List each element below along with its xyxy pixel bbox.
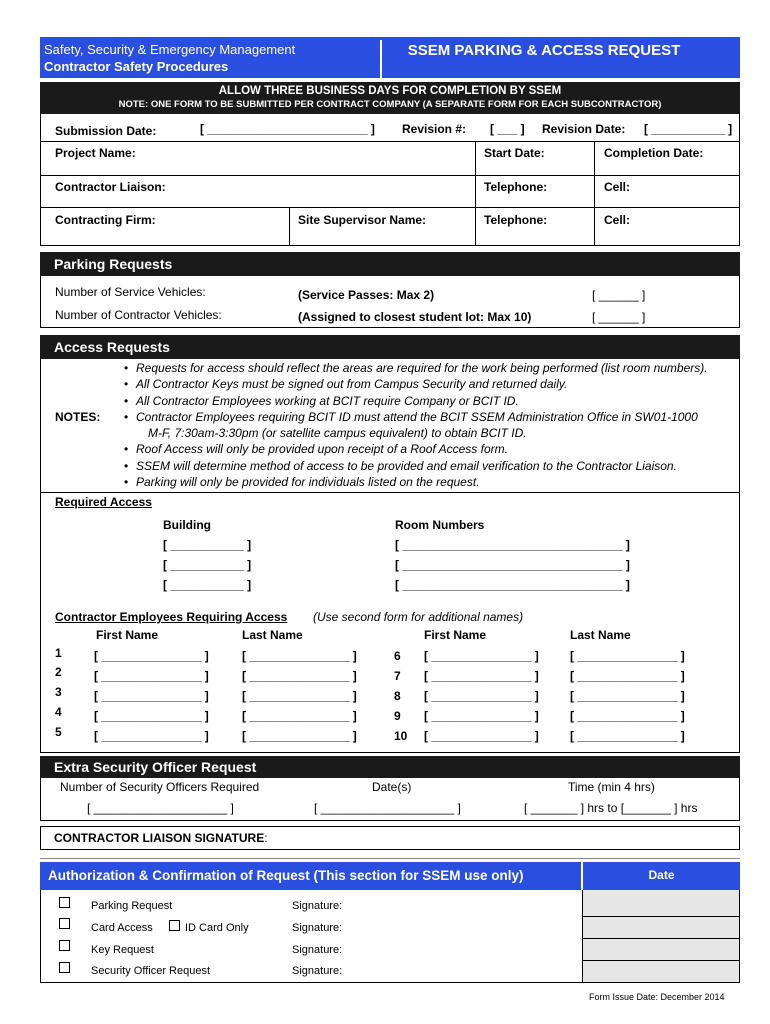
submission-date-field[interactable]: [ ________________________ ] — [200, 122, 375, 136]
row-number: 3 — [55, 685, 62, 699]
first-name-header-left: First Name — [96, 628, 159, 642]
note-item-cont: M-F, 7:30am-3:30pm (or satellite campus equivalent) to obtain BCIT ID. — [148, 426, 527, 441]
service-vehicles-note: (Service Passes: Max 2) — [298, 288, 435, 302]
first-name-field[interactable]: [ _______________ ] — [424, 729, 539, 743]
first-name-field[interactable]: [ _______________ ] — [94, 649, 209, 663]
notes-list — [124, 360, 739, 490]
first-name-field[interactable]: [ _______________ ] — [424, 689, 539, 703]
signature-field[interactable] — [290, 828, 735, 848]
contractor-vehicles-label: Number of Contractor Vehicles: — [55, 308, 222, 322]
info-vline-supervisor — [289, 207, 290, 246]
room-field[interactable]: [ _________________________________ ] — [395, 578, 630, 592]
id-card-only-label: ID Card Only — [185, 922, 249, 934]
note-item: • Roof Access will only be provided upon receipt of a Roof Access form. — [124, 441, 739, 457]
last-name-header-right: Last Name — [570, 628, 631, 642]
first-name-header-right: First Name — [424, 628, 487, 642]
auth-row-line — [583, 916, 740, 917]
signature-label-text: CONTRACTOR LIAISON SIGNATURE — [54, 831, 265, 845]
required-access-label: Required Access — [55, 495, 152, 509]
first-name-field[interactable]: [ _______________ ] — [424, 709, 539, 723]
banner-line1: ALLOW THREE BUSINESS DAYS FOR COMPLETION BY SSEM — [218, 85, 562, 97]
telephone-label-2: Telephone: — [484, 213, 548, 227]
last-name-field[interactable]: [ _______________ ] — [242, 649, 357, 663]
time-label: Time (min 4 hrs) — [568, 780, 655, 794]
last-name-field[interactable]: [ _______________ ] — [242, 729, 357, 743]
site-supervisor-label: Site Supervisor Name: — [298, 213, 427, 227]
last-name-header-left: Last Name — [242, 628, 303, 642]
security-officer-label: Security Officer Request — [91, 965, 211, 977]
id-card-only-checkbox[interactable] — [169, 920, 180, 931]
cell-label-1: Cell: — [604, 180, 631, 194]
auth-top-line — [40, 858, 740, 859]
access-heading: Access Requests — [40, 335, 740, 359]
dept-subtitle: Contractor Safety Procedures — [44, 59, 229, 74]
service-vehicles-label: Number of Service Vehicles: — [55, 285, 206, 299]
note-item: • All Contractor Keys must be signed out from Campus Security and returned daily. — [124, 376, 739, 392]
revision-number-label: Revision #: — [402, 122, 467, 136]
building-header: Building — [163, 518, 211, 532]
revision-date-field[interactable]: [ ___________ ] — [644, 122, 733, 136]
row-number: 1 — [55, 646, 62, 660]
info-divider-3 — [40, 207, 740, 208]
first-name-field[interactable]: [ _______________ ] — [424, 669, 539, 683]
room-field[interactable]: [ _________________________________ ] — [395, 538, 630, 552]
dates-field[interactable]: [ ____________________ ] — [314, 801, 461, 815]
card-access-checkbox[interactable] — [59, 918, 70, 929]
row-number: 4 — [55, 705, 62, 719]
auth-heading: Authorization & Confirmation of Request (This section for SSEM use only) — [40, 862, 581, 890]
auth-row-line — [583, 960, 740, 961]
note-item: • SSEM will determine method of access to be provided and email verification to the Contractor Liaison. — [124, 458, 739, 474]
officers-required-label: Number of Security Officers Required — [60, 780, 260, 794]
last-name-field[interactable]: [ _______________ ] — [570, 729, 685, 743]
building-field[interactable]: [ ___________ ] — [163, 578, 252, 592]
time-field[interactable]: [ _______ ] hrs to [_______ ] hrs — [524, 801, 698, 815]
building-field[interactable]: [ ___________ ] — [163, 558, 252, 572]
contractor-vehicles-field[interactable]: [ ______ ] — [592, 310, 646, 324]
key-request-label: Key Request — [91, 944, 154, 956]
first-name-field[interactable]: [ _______________ ] — [94, 709, 209, 723]
security-officer-signature: Signature: — [292, 965, 343, 977]
notes-label: NOTES: — [55, 410, 101, 424]
dates-label: Date(s) — [372, 780, 412, 794]
auth-date-column — [583, 890, 739, 982]
row-number: 2 — [55, 665, 62, 679]
first-name-field[interactable]: [ _______________ ] — [424, 649, 539, 663]
contractor-vehicles-note: (Assigned to closest student lot: Max 10) — [298, 310, 532, 324]
note-item: • Parking will only be provided for individuals listed on the request. — [124, 474, 739, 490]
auth-vline — [582, 890, 583, 983]
room-field[interactable]: [ _________________________________ ] — [395, 558, 630, 572]
room-numbers-header: Room Numbers — [395, 518, 485, 532]
row-number: 8 — [394, 689, 401, 703]
signature-label — [54, 831, 268, 845]
note-item-text: Contractor Employees requiring BCIT ID must attend the BCIT SSEM Administration Office in SW01-1000 — [136, 409, 698, 424]
officer-heading: Extra Security Officer Request — [40, 756, 740, 778]
last-name-field[interactable]: [ _______________ ] — [242, 709, 357, 723]
parking-request-checkbox[interactable] — [59, 897, 70, 908]
employees-heading: Contractor Employees Requiring Access — [55, 610, 288, 624]
auth-date-header: Date — [583, 862, 740, 890]
employees-note: (Use second form for additional names) — [313, 610, 524, 624]
note-item: • Requests for access should reflect the areas are required for the work being performed (list room numbers). — [124, 360, 739, 376]
row-number: 6 — [394, 649, 401, 663]
last-name-field[interactable]: [ _______________ ] — [570, 649, 685, 663]
security-officer-checkbox[interactable] — [59, 962, 70, 973]
officers-required-field[interactable]: [ ____________________ ] — [87, 801, 234, 815]
telephone-label-1: Telephone: — [484, 180, 548, 194]
card-access-signature: Signature: — [292, 922, 343, 934]
last-name-field[interactable]: [ _______________ ] — [570, 709, 685, 723]
first-name-field[interactable]: [ _______________ ] — [94, 689, 209, 703]
submission-date-label: Submission Date: — [55, 124, 157, 138]
service-vehicles-field[interactable]: [ ______ ] — [592, 288, 646, 302]
last-name-field[interactable]: [ _______________ ] — [242, 669, 357, 683]
parking-request-label: Parking Request — [91, 900, 173, 912]
revision-number-field[interactable]: [ ___ ] — [490, 122, 525, 136]
parking-request-signature: Signature: — [292, 900, 343, 912]
key-request-signature: Signature: — [292, 944, 343, 956]
last-name-field[interactable]: [ _______________ ] — [570, 689, 685, 703]
info-vline-start — [475, 141, 476, 246]
info-divider-1 — [40, 141, 740, 142]
banner — [40, 82, 740, 114]
info-divider-2 — [40, 175, 740, 176]
revision-date-label: Revision Date: — [542, 122, 626, 136]
row-number: 9 — [394, 709, 401, 723]
row-number: 7 — [394, 669, 401, 683]
note-item — [124, 409, 739, 442]
contractor-liaison-label: Contractor Liaison: — [55, 180, 166, 194]
project-name-label: Project Name: — [55, 146, 136, 160]
parking-heading: Parking Requests — [40, 252, 740, 276]
form-title: SSEM PARKING & ACCESS REQUEST — [382, 40, 740, 78]
first-name-field[interactable]: [ _______________ ] — [94, 669, 209, 683]
building-field[interactable]: [ ___________ ] — [163, 538, 252, 552]
banner-line2: NOTE: ONE FORM TO BE SUBMITTED PER CONTRACT COMPANY (A SEPARATE FORM FOR EACH SUBCONTRACTOR) — [118, 99, 662, 110]
info-vline-completion — [594, 141, 595, 246]
start-date-label: Start Date: — [484, 146, 545, 160]
dept-name: Safety, Security & Emergency Management — [44, 42, 296, 57]
last-name-field[interactable]: [ _______________ ] — [242, 689, 357, 703]
key-request-checkbox[interactable] — [59, 940, 70, 951]
signature-colon: : — [264, 831, 268, 845]
card-access-label: Card Access — [91, 922, 153, 934]
completion-date-label: Completion Date: — [604, 146, 704, 160]
row-number: 5 — [55, 725, 62, 739]
access-divider — [40, 492, 740, 493]
cell-label-2: Cell: — [604, 213, 631, 227]
contracting-firm-label: Contracting Firm: — [55, 213, 156, 227]
form-issue-date: Form Issue Date: December 2014 — [589, 992, 725, 1002]
note-item: • All Contractor Employees working at BCIT require Company or BCIT ID. — [124, 393, 739, 409]
last-name-field[interactable]: [ _______________ ] — [570, 669, 685, 683]
row-number: 10 — [394, 729, 408, 743]
first-name-field[interactable]: [ _______________ ] — [94, 729, 209, 743]
auth-row-line — [583, 938, 740, 939]
header-dept-box — [40, 40, 380, 78]
